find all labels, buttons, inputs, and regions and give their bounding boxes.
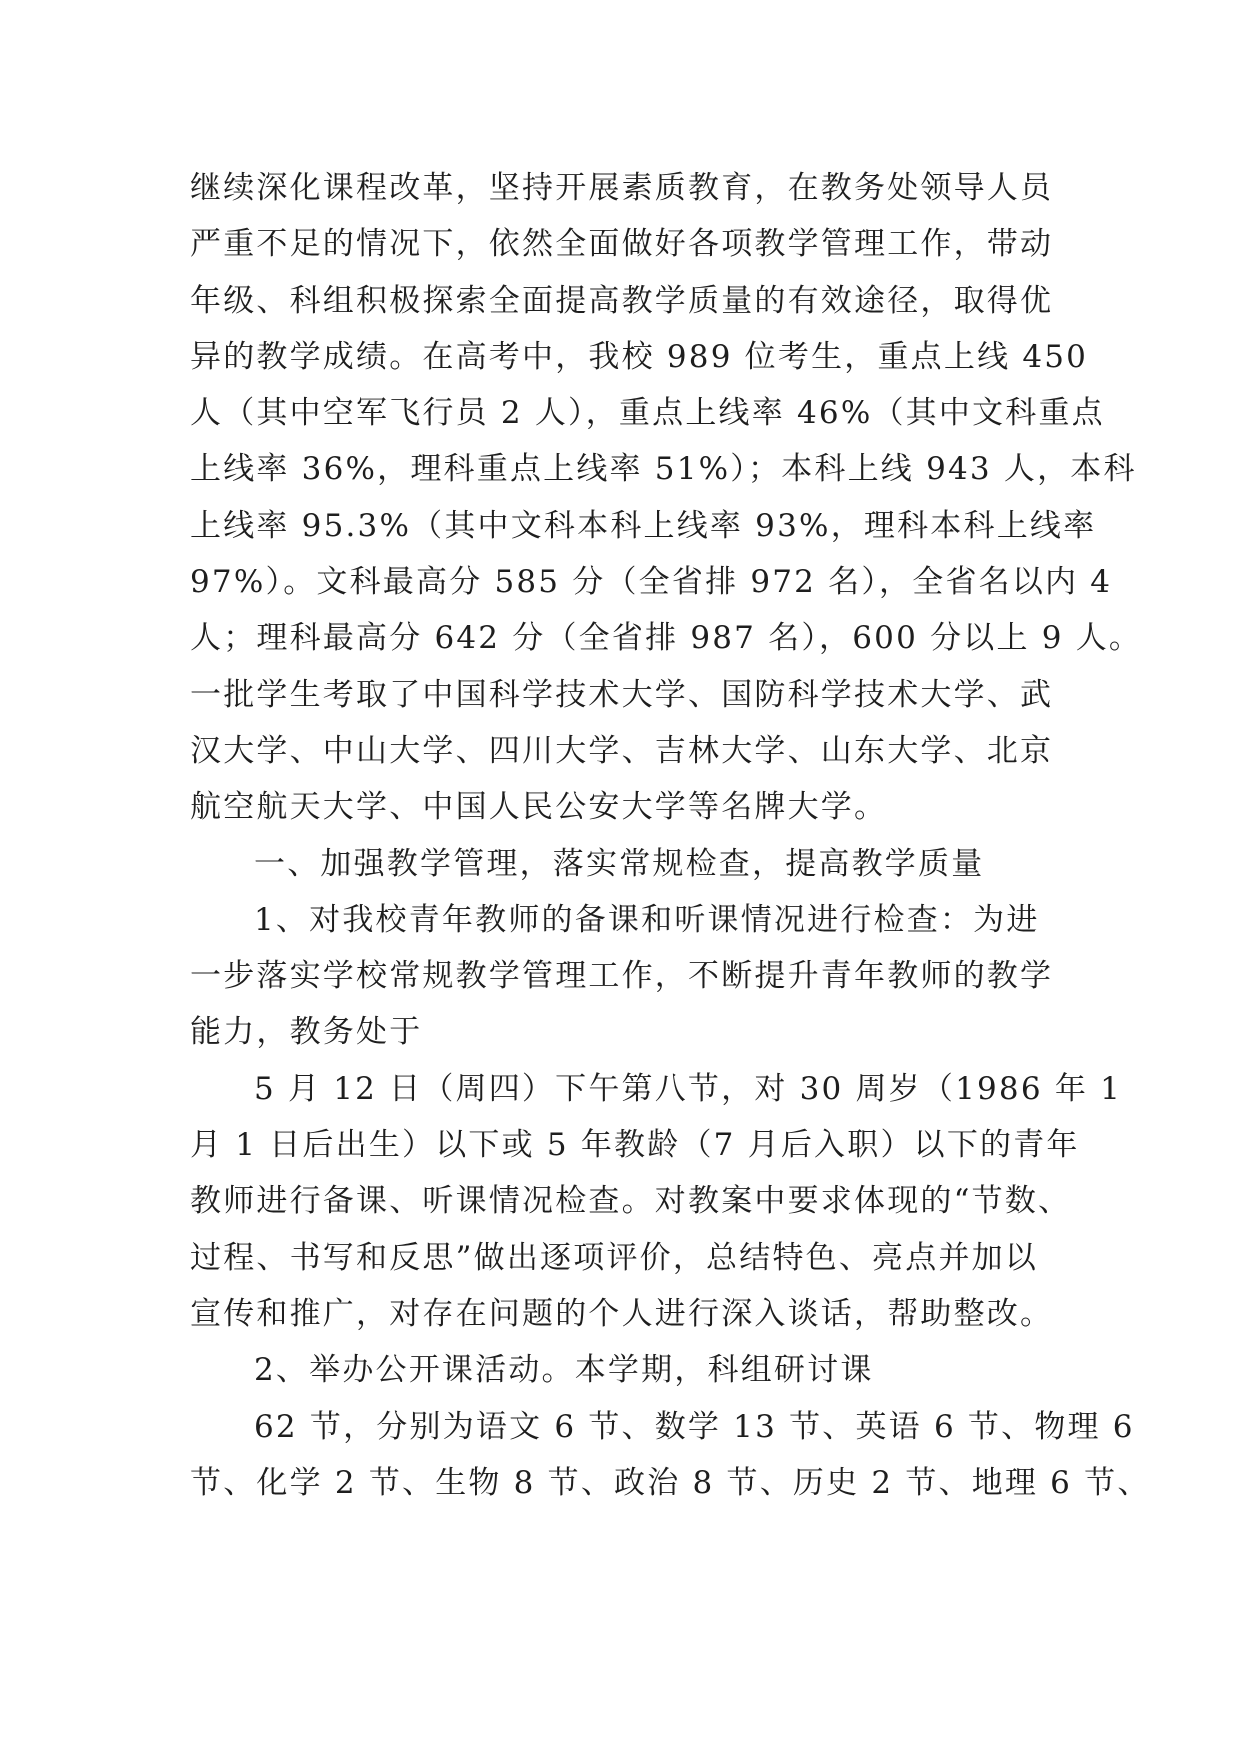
text-line: 航空航天大学、中国人民公安大学等名牌大学。 [190, 789, 888, 826]
text-line: 人；理科最高分 642 分（全省排 987 名），600 分以上 9 人。 [190, 620, 1143, 657]
text-line: 上线率 36%，理科重点上线率 51%）；本科上线 943 人，本科 [190, 451, 1137, 488]
text-line: 月 1 日后出生）以下或 5 年教龄（7 月后入职）以下的青年 [190, 1127, 1080, 1164]
text-line: 62 节，分别为语文 6 节、数学 13 节、英语 6 节、物理 6 [254, 1408, 1135, 1445]
text-line: 一步落实学校常规教学管理工作，不断提升青年教师的教学 [190, 958, 1054, 995]
document-body [190, 160, 1151, 1511]
text-line: 汉大学、中山大学、四川大学、吉林大学、山东大学、北京 [190, 732, 1054, 769]
text-line: 节、化学 2 节、生物 8 节、政治 8 节、历史 2 节、地理 6 节、 [190, 1464, 1151, 1501]
text-line: 人（其中空军飞行员 2 人），重点上线率 46%（其中文科重点 [190, 395, 1105, 432]
text-line: 教师进行备课、听课情况检查。对教案中要求体现的“节数、 [190, 1183, 1072, 1220]
text-line: 一、加强教学管理，落实常规检查，提高教学质量 [254, 845, 985, 882]
text-line: 能力，教务处于 [190, 1014, 423, 1051]
text-line: 5 月 12 日（周四）下午第八节，对 30 周岁（1986 年 1 [254, 1070, 1123, 1107]
text-line: 97%）。文科最高分 585 分（全省排 972 名），全省名以内 4 [190, 564, 1113, 601]
text-line: 一批学生考取了中国科学技术大学、国防科学技术大学、武 [190, 676, 1054, 713]
text-line: 继续深化课程改革，坚持开展素质教育，在教务处领导人员 [190, 170, 1054, 206]
text-line: 异的教学成绩。在高考中，我校 989 位考生，重点上线 450 [190, 338, 1089, 375]
text-line: 严重不足的情况下，依然全面做好各项教学管理工作，带动 [190, 226, 1054, 263]
text-line: 2、举办公开课活动。本学期，科组研讨课 [254, 1352, 874, 1389]
text-line: 年级、科组积极探索全面提高教学质量的有效途径，取得优 [190, 282, 1054, 319]
text-line: 上线率 95.3%（其中文科本科上线率 93%，理科本科上线率 [190, 507, 1097, 544]
text-line: 宣传和推广，对存在问题的个人进行深入谈话，帮助整改。 [190, 1295, 1054, 1332]
text-line: 过程、书写和反思”做出逐项评价，总结特色、亮点并加以 [190, 1239, 1039, 1276]
text-line: 1、对我校青年教师的备课和听课情况进行检查：为进 [254, 901, 1040, 938]
